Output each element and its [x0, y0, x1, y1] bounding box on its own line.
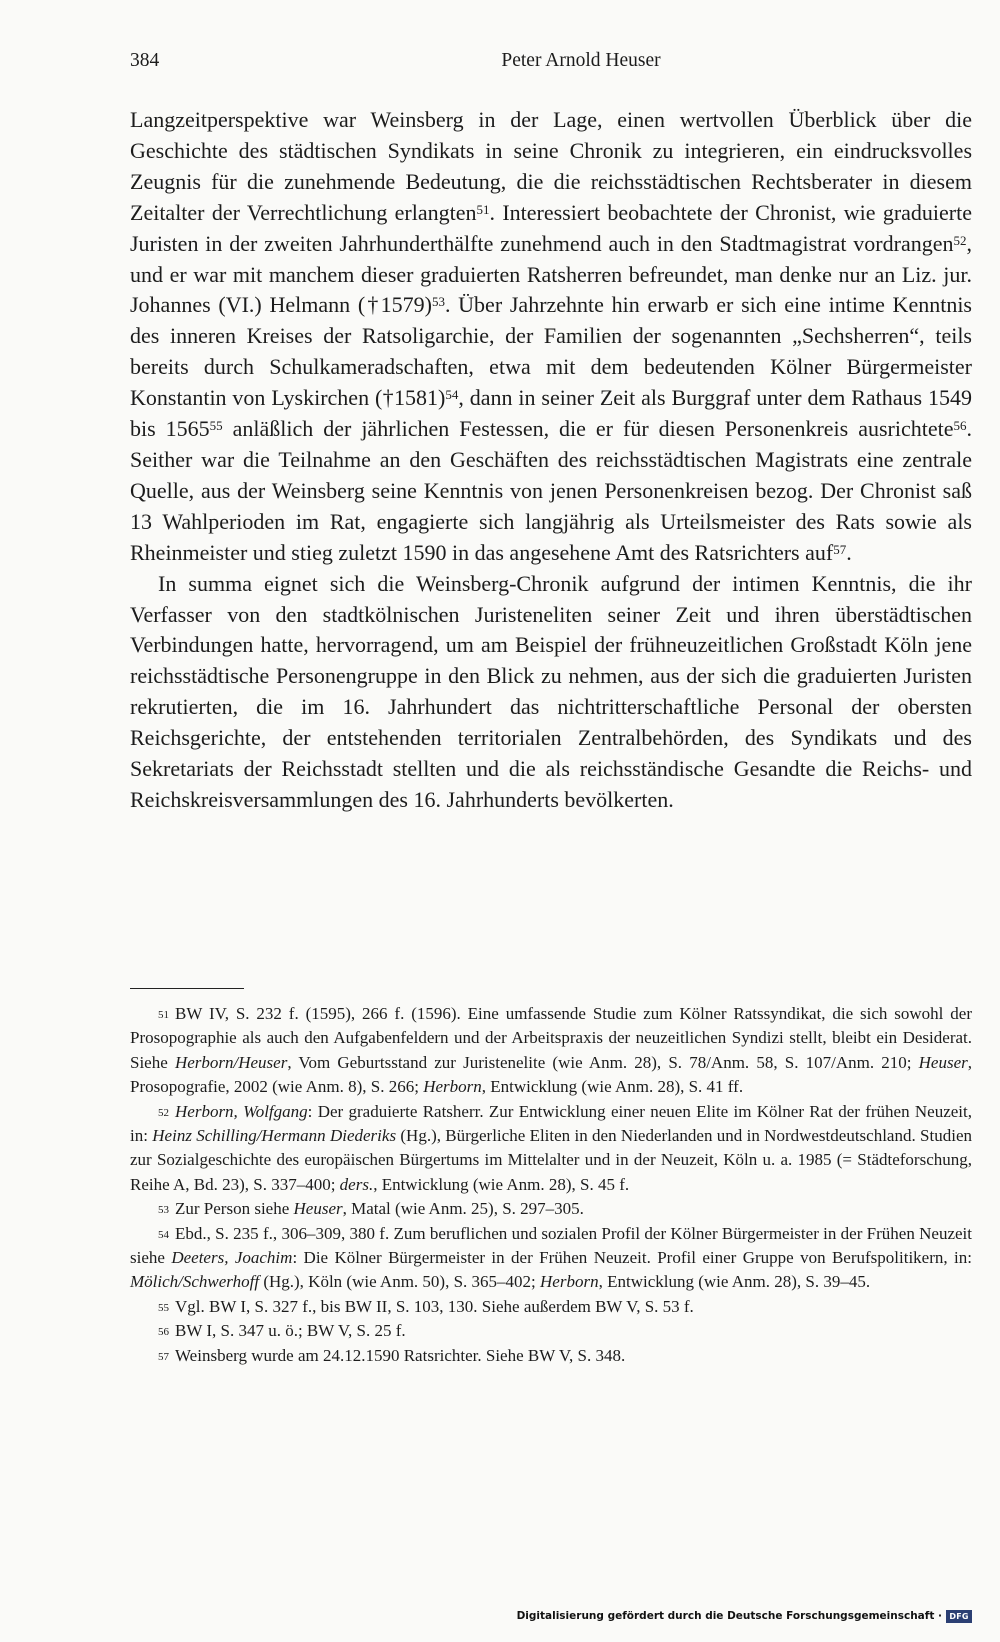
footnote-number: 53 [158, 1204, 169, 1217]
digitization-credit [517, 1606, 972, 1626]
footnote-56 [130, 1319, 972, 1343]
page-header [130, 50, 972, 80]
footnote-ref-53[interactable]: 53 [431, 294, 445, 310]
text-run: (Hg.), Bürgerliche Eliten in den Niederlanden und in Nordwestdeutschland. Studien zur Sozialgeschichte des europäischen Bürgertums im Mittelalter und in der Neuzeit, Köln u. a. 1985 (= Städteforschung, Reihe A, Bd. 23), S. 337–400; [130, 1126, 972, 1194]
text-run: , Entwicklung (wie Anm. 28), S. 41 ff. [481, 1077, 744, 1097]
text-run: , Vom Geburtsstand zur Juristenelite (wie Anm. 28), S. 78/Anm. 58, S. 107/Anm. 210; [287, 1052, 919, 1072]
footnote-ref-54[interactable]: 54 [445, 387, 459, 403]
running-head: Peter Arnold Heuser [501, 50, 661, 71]
footnote-53 [130, 1197, 972, 1221]
footnote-ref-55[interactable]: 55 [209, 418, 223, 434]
footnote-number: 55 [158, 1301, 169, 1314]
main-text [130, 105, 972, 816]
author-name: Heuser [293, 1199, 343, 1219]
text-run: , Prosopografie, 2002 (wie Anm. 8), S. 266; [130, 1052, 972, 1097]
text-run: BW I, S. 347 u. ö.; BW V, S. 25 f. [175, 1321, 406, 1341]
text-run: Langzeitperspektive war Weinsberg in der Lage, einen wertvollen Überblick über die Geschichte des städtischen Syndikats in seine Chronik zu integrieren, ein eindrucksvolles Zeugnis für die zunehmende Bedeutung, die die reichsstädtischen Rechtsberater in diesem Zeitalter der Verrechtlichung erlangten [130, 107, 972, 225]
footnote-divider [130, 988, 244, 989]
footnote-number: 52 [158, 1106, 169, 1119]
author-name: Heuser [918, 1052, 968, 1072]
footnote-ref-52[interactable]: 52 [953, 232, 967, 248]
footnote-54 [130, 1222, 972, 1295]
text-run: , und er war mit manchem dieser graduierten Ratsherren befreundet, man denke nur an Liz. jur. Johannes (VI.) Helmann (†1579) [130, 230, 972, 318]
footnotes [130, 1002, 972, 1368]
footnote-51 [130, 1002, 972, 1100]
text-run: . Über Jahrzehnte hin erwarb er sich eine intime Kenntnis des inneren Kreises der Ratsoligarchie, der Familien der sogenannten „Sechsherren“, teils bereits durch Schulkameradschaften, etwa mit dem bedeutenden Kölner Bürgermeister Konstantin von Lyskirchen (†1581) [130, 292, 972, 411]
text-run: : Der graduierte Ratsherr. Zur Entwicklung einer neuen Elite im Kölner Rat der frühen Neuzeit, in: [130, 1101, 973, 1146]
text-run: : Die Kölner Bürgermeister in der Frühen Neuzeit. Profil einer Gruppe von Berufspolitikern, in: [292, 1248, 972, 1268]
text-run: Zur Person siehe [175, 1199, 294, 1219]
footnote-55 [130, 1295, 972, 1319]
author-name: Heinz Schilling/Hermann Diederiks [152, 1126, 397, 1146]
text-run: , Entwicklung (wie Anm. 28), S. 39–45. [598, 1272, 871, 1292]
footnote-ref-51[interactable]: 51 [476, 201, 490, 217]
text-run: Weinsberg wurde am 24.12.1590 Ratsrichter. Siehe BW V, S. 348. [175, 1345, 626, 1365]
credit-text: Digitalisierung gefördert durch die Deutsche Forschungsgemeinschaft · [516, 1610, 942, 1622]
text-run: . Seither war die Teilnahme an den Geschäften des reichsstädtischen Magistrats eine zentrale Quelle, aus der Weinsberg seine Kenntnis von jenen Personenkreisen bezog. Der Chronist saß 13 Wahlperioden im Rat, engagierte sich langjährig als Urteilsmeister des Rats sowie als Rheinmeister und stieg zuletzt 1590 in das angesehene Amt des Ratsrichters auf [130, 416, 972, 565]
footnote-number: 54 [158, 1228, 169, 1241]
text-run: , Matal (wie Anm. 25), S. 297–305. [342, 1199, 584, 1219]
author-name: Herborn [540, 1272, 599, 1292]
text-run: . Interessiert beobachtete der Chronist, wie graduierte Juristen in der zweiten Jahrhunderthälfte zunehmend auch in den Stadtmagistrat vordrangen [130, 199, 972, 256]
page-number: 384 [130, 50, 160, 71]
author-name: Herborn [423, 1077, 482, 1097]
dfg-logo[interactable]: DFG [946, 1610, 972, 1623]
text-run: anläßlich der jährlichen Festessen, die er für diesen Personenkreis ausrichtete [222, 416, 954, 442]
footnote-number: 57 [158, 1350, 169, 1363]
author-name: Herborn/Heuser [174, 1052, 288, 1072]
text-run: , Entwicklung (wie Anm. 28), S. 45 f. [373, 1174, 630, 1194]
text-run: BW IV, S. 232 f. (1595), 266 f. (1596). Eine umfassende Studie zum Kölner Ratssyndikat, die sich sowohl der Prosopographie als auch den Aufgabenfeldern und der Arbeitspraxis der neuzeitlichen Syndizi stellt, bleibt ein Desiderat. Siehe [130, 1004, 972, 1072]
text-run: , dann in seiner Zeit als Burggraf unter dem Rathaus 1549 bis 1565 [130, 385, 972, 442]
footnote-57 [130, 1344, 972, 1368]
footnote-ref-57[interactable]: 57 [833, 541, 847, 557]
author-name: Deeters, Joachim [171, 1248, 293, 1268]
footnote-ref-56[interactable]: 56 [953, 418, 967, 434]
author-name: ders. [339, 1174, 374, 1194]
paragraph [130, 105, 972, 569]
text-run: Ebd., S. 235 f., 306–309, 380 f. Zum beruflichen und sozialen Profil der Kölner Bürgermeister in der Frühen Neuzeit siehe [130, 1223, 972, 1268]
author-name: Herborn, Wolfgang [175, 1101, 308, 1121]
text-run: (Hg.), Köln (wie Anm. 50), S. 365–402; [259, 1272, 541, 1292]
text-run: Vgl. BW I, S. 327 f., bis BW II, S. 103, 130. Siehe außerdem BW V, S. 53 f. [175, 1296, 694, 1316]
author-name: Mölich/Schwerhoff [130, 1272, 260, 1292]
footnote-number: 56 [158, 1326, 169, 1339]
footnote-52 [130, 1100, 972, 1198]
paragraph: In summa eignet sich die Weinsberg-Chronik aufgrund der intimen Kenntnis, die ihr Verfasser von den stadtkölnischen Juristeneliten seiner Zeit und ihren überstädtischen Verbindungen hatte, hervorragend, um am Beispiel der frühneuzeitlichen Großstadt Köln jene reichsstädtische Personengruppe in den Blick zu nehmen, aus der sich die graduierten Juristen rekrutierten, die im 16. Jahrhundert das nichtritterschaftliche Personal der obersten Reichsgerichte, der entstehenden territorialen Zentralbehörden, des Syndikats und des Sekretariats der Reichsstadt stellten und die als reichsständische Gesandte die Reichs- und Reichskreisversammlungen des 16. Jahrhunderts bevölkerten. [130, 570, 972, 812]
footnote-number: 51 [158, 1009, 169, 1021]
text-run: . [846, 539, 852, 565]
